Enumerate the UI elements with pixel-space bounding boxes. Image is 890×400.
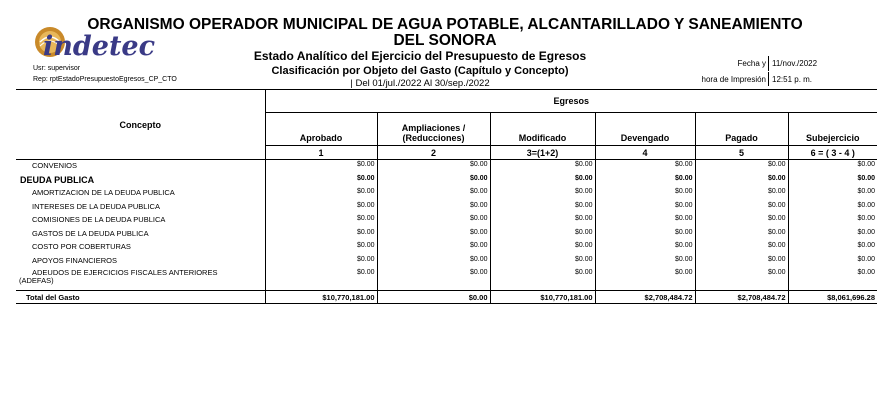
cell-value: $0.00 (377, 228, 490, 242)
cell-value: $0.00 (490, 241, 595, 255)
table-row (16, 268, 877, 286)
cell-value: $0.00 (490, 160, 595, 174)
cell-value: $0.00 (490, 174, 595, 188)
cell-value: $0.00 (695, 160, 788, 174)
cell-value: $0.00 (788, 214, 877, 228)
total-value: $2,708,484.72 (695, 291, 788, 304)
row-concept: COSTO POR COBERTURAS (16, 241, 265, 255)
cell-value: $0.00 (377, 214, 490, 228)
cell-value: $0.00 (695, 174, 788, 188)
col-header-aprobado: Aprobado (265, 113, 377, 146)
table-row-section (16, 174, 877, 188)
col-number-1: 1 (265, 146, 377, 160)
cell-value: $0.00 (595, 268, 695, 286)
row-concept: INTERESES DE LA DEUDA PUBLICA (16, 201, 265, 215)
period-range: | Del 01/jul./2022 Al 30/sep./2022 (350, 78, 490, 89)
cell-value: $0.00 (595, 201, 695, 215)
cell-value: $0.00 (788, 160, 877, 174)
row-concept: CONVENIOS (16, 160, 265, 174)
cell-value: $0.00 (356, 269, 375, 276)
cell-value: $0.00 (695, 228, 788, 242)
cell-value: $0.00 (595, 187, 695, 201)
col-header-modificado: Modificado (490, 113, 595, 146)
cell-value: $0.00 (356, 242, 375, 249)
cell-value: $0.00 (595, 255, 695, 269)
cell-value: $0.00 (788, 255, 877, 269)
cell-value: $0.00 (356, 201, 375, 209)
egresos-header: Egresos (265, 90, 877, 113)
table-row (16, 255, 877, 269)
report-title: Estado Analítico del Ejercicio del Presupuesto de Egresos (253, 49, 587, 63)
cell-value: $0.00 (356, 188, 375, 195)
concepto-header: Concepto (16, 90, 265, 160)
row-concept (16, 268, 265, 286)
cell-value: $0.00 (595, 241, 695, 255)
table-row (16, 201, 877, 215)
col-number-2: 2 (377, 146, 490, 160)
cell-value: $0.00 (356, 228, 375, 236)
cell-value: $0.00 (788, 241, 877, 255)
total-value: $8,061,696.28 (788, 291, 877, 304)
cell-value: $0.00 (595, 228, 695, 242)
table-row (16, 228, 877, 242)
col-header-devengado: Devengado (595, 113, 695, 146)
table-row (16, 187, 877, 201)
user-label: Usr: supervisor (33, 65, 81, 72)
total-value: $10,770,181.00 (490, 291, 595, 304)
cell-value: $0.00 (356, 215, 375, 222)
cell-value: $0.00 (356, 174, 375, 182)
period-text: Del 01/jul./2022 Al 30/sep./2022 (355, 78, 490, 89)
cell-value: $0.00 (595, 174, 695, 188)
hora-label: hora de Impresión (701, 75, 766, 84)
row-concept: DEUDA PUBLICA (16, 174, 265, 188)
table-row (16, 241, 877, 255)
cell-value: $0.00 (695, 214, 788, 228)
logo-text: indetec (43, 31, 156, 62)
table-row (16, 214, 877, 228)
total-value: $10,770,181.00 (265, 291, 377, 304)
row-concept: AMORTIZACION DE LA DEUDA PUBLICA (16, 187, 265, 201)
col-number-6: 6 = ( 3 - 4 ) (788, 146, 877, 160)
col-number-3: 3=(1+2) (490, 146, 595, 160)
cell-value: $0.00 (788, 228, 877, 242)
organization-title: ORGANISMO OPERADOR MUNICIPAL DE AGUA POTABLE, ALCANTARILLADO Y SANEAMIENTO DEL SONORA (87, 16, 803, 49)
fecha-value: 11/nov./2022 (772, 59, 818, 68)
row-concept: APOYOS FINANCIEROS (16, 255, 265, 269)
cell-value: $0.00 (377, 255, 490, 269)
cell-value: $0.00 (490, 268, 595, 286)
cell-value: $0.00 (695, 201, 788, 215)
col-header-ampliaciones: Ampliaciones / (Reducciones) (377, 113, 490, 146)
col-header-subejercicio: Subejercicio (788, 113, 877, 146)
cell-value: $0.00 (377, 241, 490, 255)
cell-value: $0.00 (377, 201, 490, 215)
col-number-4: 4 (595, 146, 695, 160)
row-concept-line2: (ADEFAS) (19, 276, 54, 285)
col-header-pagado: Pagado (695, 113, 788, 146)
cell-value: $0.00 (788, 174, 877, 188)
cell-value: $0.00 (595, 214, 695, 228)
total-value: $0.00 (377, 291, 490, 304)
cell-value: $0.00 (788, 268, 877, 286)
report-id-label: Rep: rptEstadoPresupuestoEgresos_CP_CTO (33, 76, 177, 83)
cell-value: $0.00 (377, 160, 490, 174)
row-concept: GASTOS DE LA DEUDA PUBLICA (16, 228, 265, 242)
total-row (16, 291, 877, 304)
cell-value: $0.00 (695, 255, 788, 269)
cell-value: $0.00 (490, 228, 595, 242)
hora-value: 12:51 p. m. (772, 75, 813, 84)
cell-value: $0.00 (695, 268, 788, 286)
classification-title: Clasificación por Objeto del Gasto (Capítulo y Concepto) (271, 65, 569, 77)
cell-value: $0.00 (490, 214, 595, 228)
table-row (16, 160, 877, 174)
row-concept-line1: ADEUDOS DE EJERCICIOS FISCALES ANTERIORES (32, 268, 218, 277)
cell-value: $0.00 (377, 174, 490, 188)
cell-value: $0.00 (490, 187, 595, 201)
cell-value: $0.00 (356, 161, 375, 168)
fecha-label: Fecha y (737, 59, 766, 68)
total-label: Total del Gasto (16, 291, 265, 304)
cell-value: $0.00 (377, 268, 490, 286)
cell-value: $0.00 (490, 255, 595, 269)
cell-value: $0.00 (788, 187, 877, 201)
cell-value: $0.00 (695, 241, 788, 255)
total-value: $2,708,484.72 (595, 291, 695, 304)
cell-value: $0.00 (490, 201, 595, 215)
budget-table (16, 89, 877, 304)
cell-value: $0.00 (595, 160, 695, 174)
row-concept: COMISIONES DE LA DEUDA PUBLICA (16, 214, 265, 228)
cell-value: $0.00 (788, 201, 877, 215)
col-number-5: 5 (695, 146, 788, 160)
fecha-separator (768, 56, 769, 71)
cell-value: $0.00 (695, 187, 788, 201)
hora-separator (768, 72, 769, 86)
cell-value: $0.00 (377, 187, 490, 201)
cell-value: $0.00 (356, 255, 375, 263)
